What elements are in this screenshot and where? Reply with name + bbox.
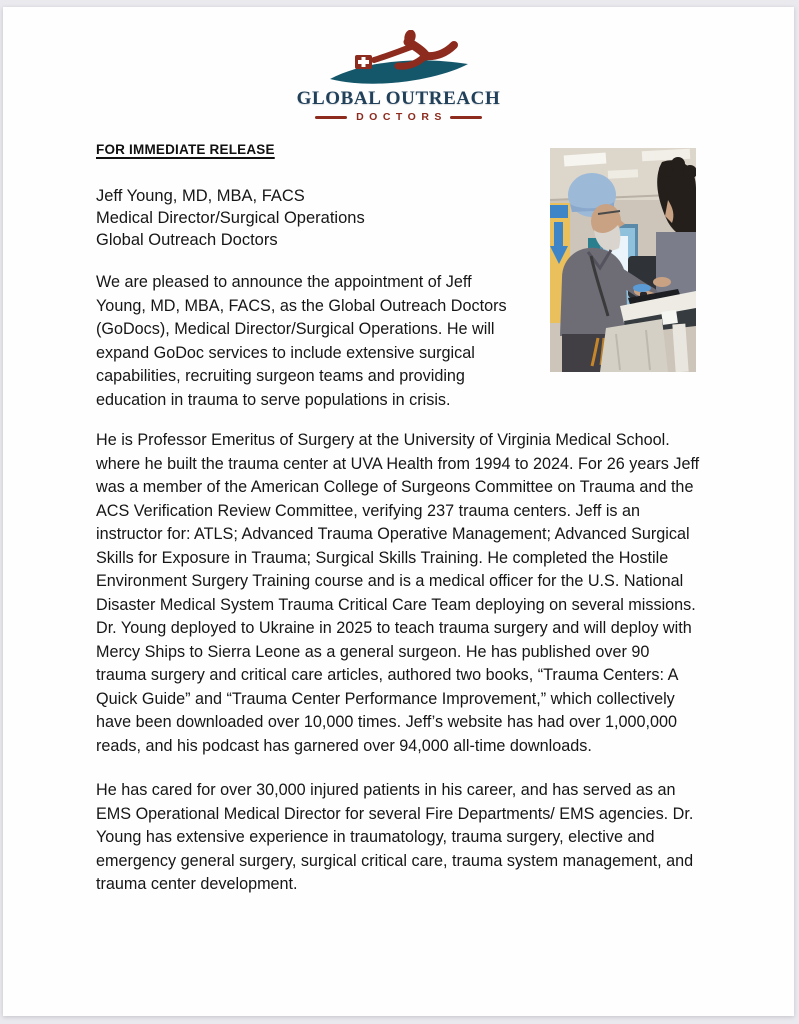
hospital-scene-illustration	[550, 148, 696, 372]
document-page	[3, 7, 794, 1016]
release-heading: FOR IMMEDIATE RELEASE	[96, 142, 275, 157]
logo-left-rule	[315, 116, 347, 119]
photo-jeff-young	[550, 148, 696, 372]
logo-org-subname: DOCTORS	[356, 111, 447, 123]
logo-org-name: GLOBAL OUTREACH	[296, 88, 501, 109]
contact-organization: Global Outreach Doctors	[96, 231, 278, 249]
global-outreach-doctors-logo	[3, 30, 794, 124]
paragraph-experience: He has cared for over 30,000 injured patients in his career, and has served as an EMS Operational Medical Director for several Fire Departments/ EMS agencies. Dr. Young has extensive experience in traumatology, trauma surgery, elective and emergency general surgery, surgical critical care, trauma system management, and trauma center development.	[96, 781, 694, 893]
runner-medic-icon	[324, 30, 474, 88]
paragraph-biography: He is Professor Emeritus of Surgery at the University of Virginia Medical School. where he built the trauma center at UVA Health from 1994 to 2024. For 26 years Jeff was a member of the American College of Surgeons Committee on Trauma and the ACS Verification Review Committee, verifying 237 trauma centers. Jeff is an instructor for: ATLS; Advanced Trauma Operative Management; Advanced Surgical Skills for Exposure in Trauma; Surgical Skills Training. He completed the Hostile Environment Surgery Training course and is a medical officer for the U.S. National Disaster Medical System Trauma Critical Care Team deploying on several missions. Dr. Young deployed to Ukraine in 2025 to teach trauma surgery and will deploy with Mercy Ships to Sierra Leone as a general surgeon. He has published over 90 trauma surgery and critical care articles, authored two books, “Trauma Centers: A Quick Guide” and “Trauma Center Performance Improvement,” which collectively have been downloaded over 10,000 times. Jeff’s website has had over 1,000,000 reads, and his podcast has garnered over 94,000 all-time downloads.	[96, 431, 700, 755]
contact-name: Jeff Young, MD, MBA, FACS	[96, 187, 305, 205]
contact-title: Medical Director/Surgical Operations	[96, 209, 365, 227]
logo-right-rule	[450, 116, 482, 119]
logo-org-subname-row	[315, 111, 482, 123]
paragraph-announcement: We are pleased to announce the appointment of Jeff Young, MD, MBA, FACS, as the Global Outreach Doctors (GoDocs), Medical Director/Surgical Operations. He will expand GoDoc services to include extensive surgical capabilities, recruiting surgeon teams and providing education in trauma to serve populations in crisis.	[96, 273, 507, 409]
